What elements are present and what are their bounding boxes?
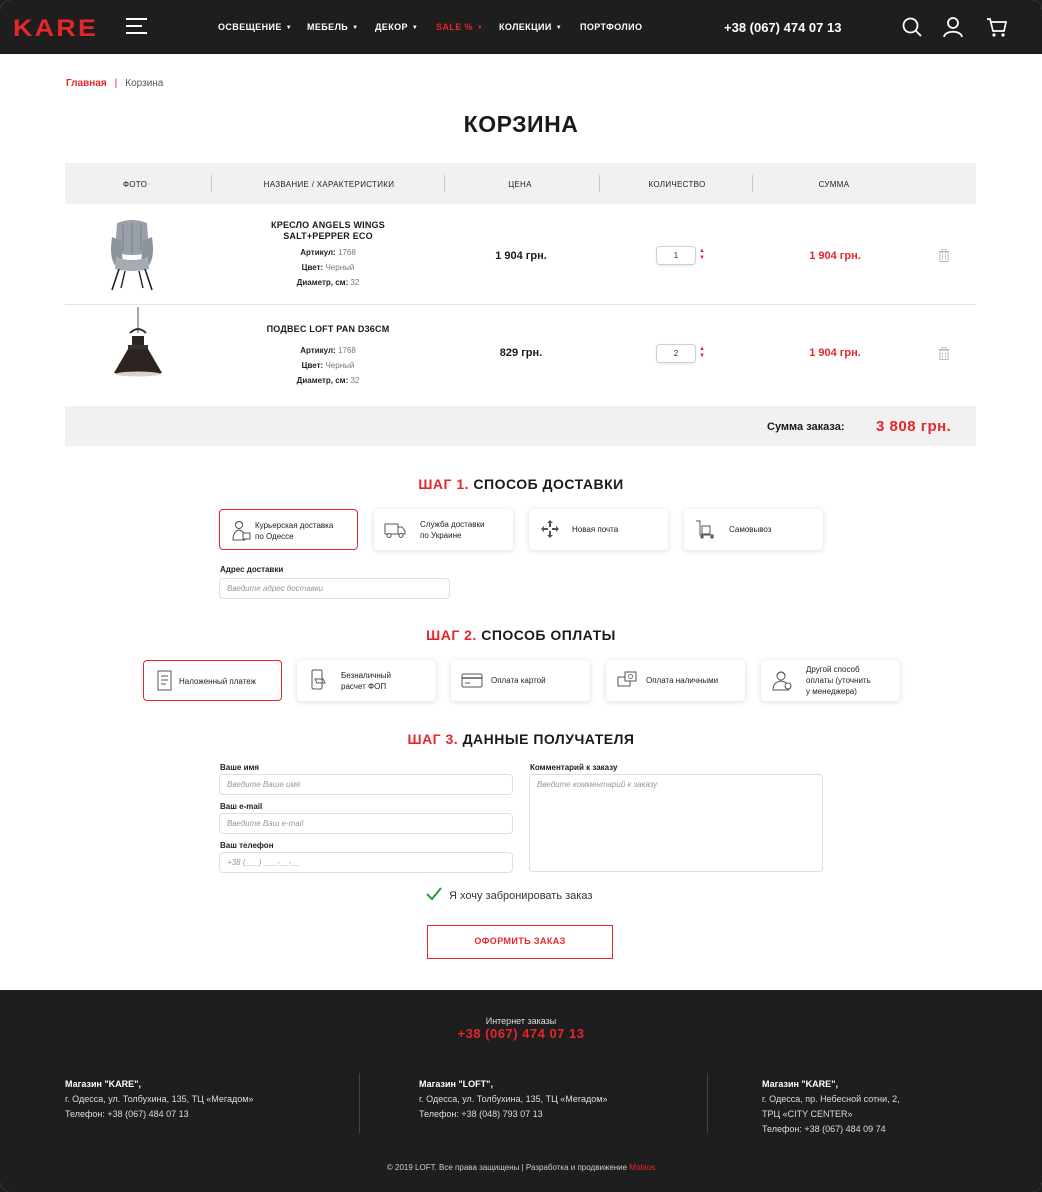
courier-icon	[230, 519, 252, 541]
footer-store-address: г. Одесса, пр. Небесной сотни, 2,	[762, 1094, 900, 1104]
payment-option-cash[interactable]	[606, 660, 745, 701]
divider	[444, 175, 445, 192]
checkmark-icon	[426, 887, 442, 901]
th-sum: СУММА	[818, 180, 850, 189]
footer-store	[65, 1077, 253, 1122]
nav-item-collections[interactable]: КОЛЕКЦИИ ▼	[499, 22, 563, 32]
delivery-option-label: Служба доставки по Украине	[420, 519, 485, 540]
breadcrumb-separator: |	[114, 78, 118, 89]
site-footer	[0, 990, 1042, 1192]
nav-item-lighting[interactable]: ОСВЕЩЕНИЕ ▼	[218, 22, 293, 32]
nav-item-decor[interactable]: ДЕКОР ▼	[375, 22, 419, 32]
cash-icon	[616, 669, 638, 691]
email-input[interactable]: Введите Ваш e-mail	[219, 813, 513, 834]
product-image-armchair[interactable]	[107, 217, 157, 291]
th-name: НАЗВАНИЕ / ХАРАКТЕРИСТИКИ	[263, 180, 395, 189]
product-sum: 1 904 грн.	[809, 250, 861, 262]
footer-store-address: г. Одесса, ул. Толбухина, 135, ТЦ «Мегадом»	[65, 1094, 254, 1104]
menu-icon[interactable]	[126, 18, 147, 34]
footer-store-address: г. Одесса, ул. Толбухина, 135, ТЦ «Мегадом»	[419, 1094, 608, 1104]
nav-item-portfolio[interactable]: ПОРТФОЛИО	[580, 22, 643, 32]
nova-poshta-icon	[539, 518, 561, 540]
reserve-label: Я хочу забронировать заказ	[449, 890, 593, 902]
product-color: Цвет: Черный	[301, 263, 355, 272]
payment-option-label: Наложенный платеж	[179, 677, 256, 686]
th-price: ЦЕНА	[508, 180, 532, 189]
address-label: Адрес доставки	[220, 565, 284, 574]
page-title: КОРЗИНА	[463, 111, 579, 137]
pickup-cart-icon	[694, 518, 716, 540]
payment-option-bank-transfer[interactable]	[297, 660, 436, 701]
footer-store-phone: Телефон: +38 (067) 484 07 13	[65, 1109, 189, 1119]
footer-store-phone: Телефон: +38 (067) 484 09 74	[762, 1124, 886, 1134]
name-label: Ваше имя	[220, 763, 260, 772]
delivery-option-label: Новая почта	[572, 525, 619, 534]
divider	[211, 175, 212, 192]
order-total-value: 3 808 грн.	[876, 418, 952, 435]
product-diameter: Диаметр, см: 32	[296, 278, 360, 287]
footer-orders-label: Интернет заказы	[485, 1016, 557, 1026]
payment-option-label: Оплата картой	[491, 676, 546, 685]
order-total-label: Сумма заказа:	[767, 421, 845, 433]
quantity-input[interactable]: 1	[656, 246, 696, 265]
user-icon[interactable]	[942, 16, 964, 38]
divider	[707, 1073, 708, 1133]
payment-option-card[interactable]	[451, 660, 590, 701]
product-price: 1 904 грн.	[495, 250, 547, 262]
name-input[interactable]: Введите Ваше имя	[219, 774, 513, 795]
truck-icon	[384, 518, 406, 540]
payment-option-cod[interactable]	[143, 660, 282, 701]
manager-icon	[771, 669, 793, 691]
delivery-option-pickup[interactable]	[684, 509, 823, 550]
search-icon[interactable]	[901, 16, 923, 38]
developer-link[interactable]: Mobios	[629, 1163, 656, 1172]
nav-item-furniture[interactable]: МЕБЕЛЬ ▼	[307, 22, 359, 32]
nav-item-sale[interactable]: SALE % ▼	[436, 22, 484, 32]
step-payment-title: ШАГ 2. СПОСОБ ОПЛАТЫ	[426, 627, 616, 643]
logo[interactable]: KARE	[13, 15, 99, 42]
delivery-option-ukraine[interactable]	[374, 509, 513, 550]
product-article: Артикул: 1768	[300, 346, 356, 355]
divider	[599, 175, 600, 192]
comment-label: Комментарий к заказу	[530, 763, 618, 772]
divider	[359, 1073, 360, 1133]
cart-icon[interactable]	[986, 16, 1008, 38]
trash-icon[interactable]	[938, 249, 950, 262]
header-phone[interactable]: +38 (067) 474 07 13	[724, 20, 842, 35]
address-input[interactable]: Введите адрес доставки	[219, 578, 450, 599]
breadcrumb-current: Корзина	[125, 78, 164, 89]
delivery-option-label: Самовывоз	[729, 525, 772, 534]
product-color: Цвет: Черный	[301, 361, 355, 370]
footer-store	[762, 1077, 900, 1137]
submit-order-button[interactable]: ОФОРМИТЬ ЗАКАЗ	[427, 925, 613, 959]
payment-option-other[interactable]	[761, 660, 900, 701]
invoice-icon	[154, 670, 176, 692]
breadcrumb	[66, 78, 163, 89]
product-image-pendant-lamp[interactable]	[110, 307, 166, 385]
quantity-input[interactable]: 2	[656, 344, 696, 363]
product-diameter: Диаметр, см: 32	[296, 376, 360, 385]
payment-option-label: Оплата наличными	[646, 676, 719, 685]
divider	[752, 175, 753, 192]
delivery-option-label: Курьерская доставка по Одессе	[255, 520, 334, 541]
product-sum: 1 904 грн.	[809, 347, 861, 359]
footer-store-name: Магазин "KARE",	[762, 1079, 838, 1089]
footer-store-phone: Телефон: +38 (048) 793 07 13	[419, 1109, 543, 1119]
payment-option-label: Другой способ оплаты (уточнить у менеджера)	[806, 665, 871, 696]
phone-input[interactable]: +38 (___) ___-__-__	[219, 852, 513, 873]
th-photo: ФОТО	[122, 180, 148, 189]
comment-textarea[interactable]: Введите комментарий к заказу	[529, 774, 823, 872]
order-total-bar	[65, 406, 976, 446]
footer-store	[419, 1077, 607, 1122]
step-delivery-title: ШАГ 1. СПОСОБ ДОСТАВКИ	[418, 476, 624, 492]
phone-pay-icon	[307, 669, 329, 691]
footer-store-name: Магазин "LOFT",	[419, 1079, 493, 1089]
breadcrumb-home[interactable]: Главная	[66, 78, 107, 89]
payment-option-label: Безналичный расчет ФОП	[341, 670, 391, 691]
product-name[interactable]: ПОДВЕС LOFT PAN D36CM	[266, 324, 390, 334]
email-label: Ваш e-mail	[220, 802, 263, 811]
phone-label: Ваш телефон	[220, 841, 274, 850]
product-price: 829 грн.	[499, 347, 543, 359]
copyright: © 2019 LOFT. Все права защищены | Разработка и продвижение Mobios	[386, 1163, 656, 1172]
table-row	[65, 305, 976, 405]
th-qty: КОЛИЧЕСТВО	[648, 180, 706, 189]
footer-orders-phone[interactable]: +38 (067) 474 07 13	[457, 1026, 585, 1041]
product-article: Артикул: 1768	[300, 248, 356, 257]
delivery-option-courier[interactable]	[219, 509, 358, 550]
quantity-stepper[interactable]: ▲ ▼	[699, 248, 705, 261]
delivery-option-nova-poshta[interactable]	[529, 509, 668, 550]
site-header	[0, 0, 1042, 54]
step-recipient-title: ШАГ 3. ДАННЫЕ ПОЛУЧАТЕЛЯ	[407, 731, 635, 747]
product-name[interactable]: КРЕСЛО ANGELS WINGS SALT+PEPPER ECO	[271, 220, 385, 241]
footer-store-name: Магазин "KARE",	[65, 1079, 141, 1089]
cart-table-header	[65, 163, 976, 204]
card-icon	[461, 669, 483, 691]
quantity-stepper[interactable]: ▲ ▼	[699, 346, 705, 359]
table-row	[65, 204, 976, 304]
trash-icon[interactable]	[938, 347, 950, 360]
footer-store-address: ТРЦ «CITY CENTER»	[762, 1109, 853, 1119]
